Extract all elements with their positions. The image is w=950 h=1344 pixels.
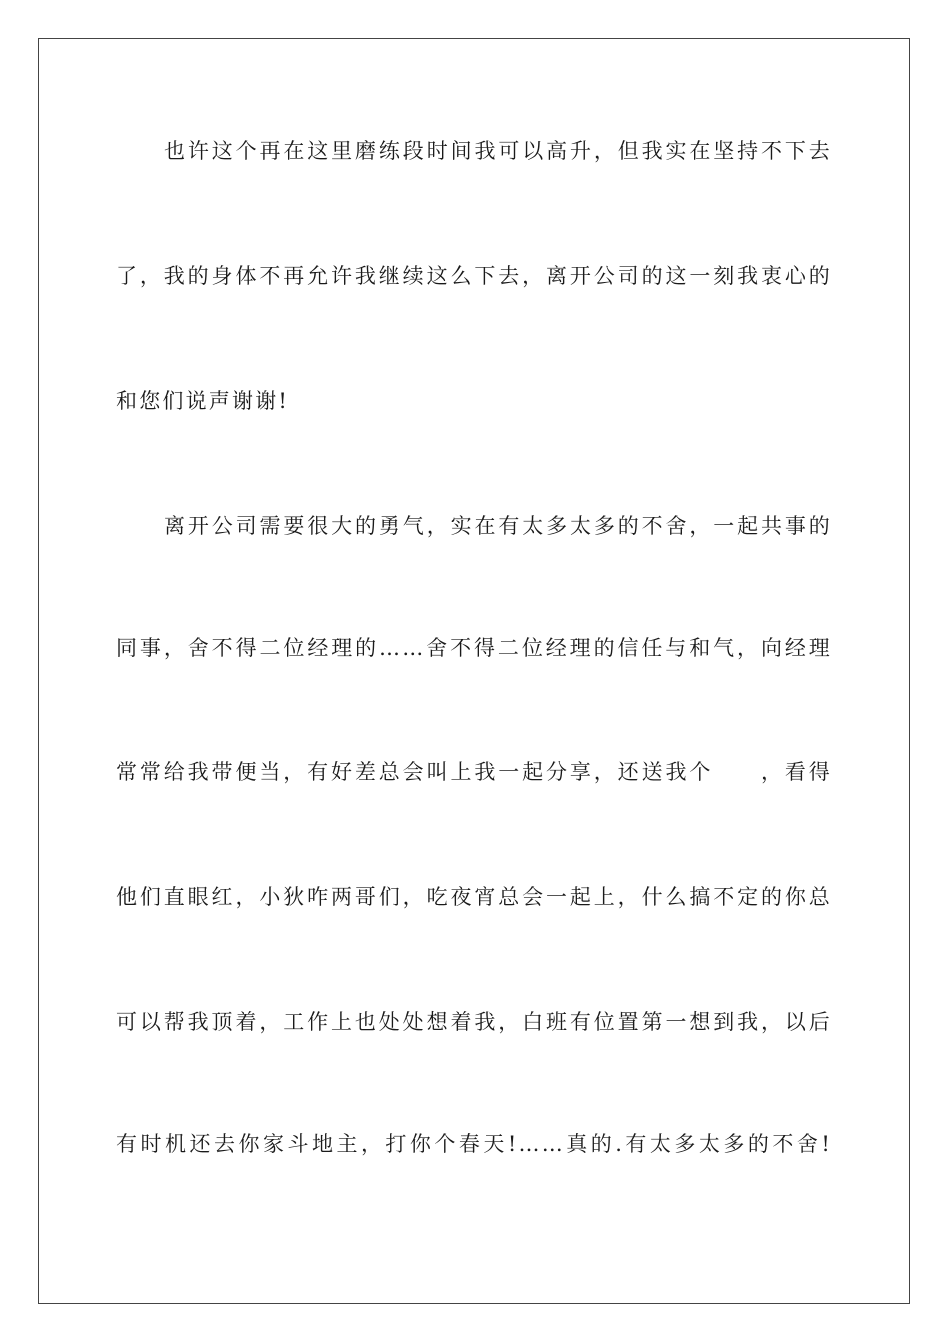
text-line: 离开公司需要很大的勇气，实在有太多太多的不舍，一起共事的 [164,514,832,538]
text-line: 也许这个再在这里磨练段时间我可以高升，但我实在坚持不下去 [164,139,832,163]
text-line: 常常给我带便当，有好差总会叫上我一起分享，还送我个 ，看得 [116,760,832,784]
text-line: 同事，舍不得二位经理的……舍不得二位经理的信任与和气，向经理 [116,636,832,660]
page-border [38,38,910,1304]
text-line: 了，我的身体不再允许我继续这么下去，离开公司的这一刻我衷心的 [116,264,832,288]
text-line: 他们直眼红，小狄咋两哥们，吃夜宵总会一起上，什么搞不定的你总 [116,885,832,909]
text-line: 可以帮我顶着，工作上也处处想着我，白班有位置第一想到我，以后 [116,1010,832,1034]
text-line: 有时机还去你家斗地主，打你个春天!……真的.有太多太多的不舍! [116,1132,832,1156]
text-line: 和您们说声谢谢! [116,389,290,413]
